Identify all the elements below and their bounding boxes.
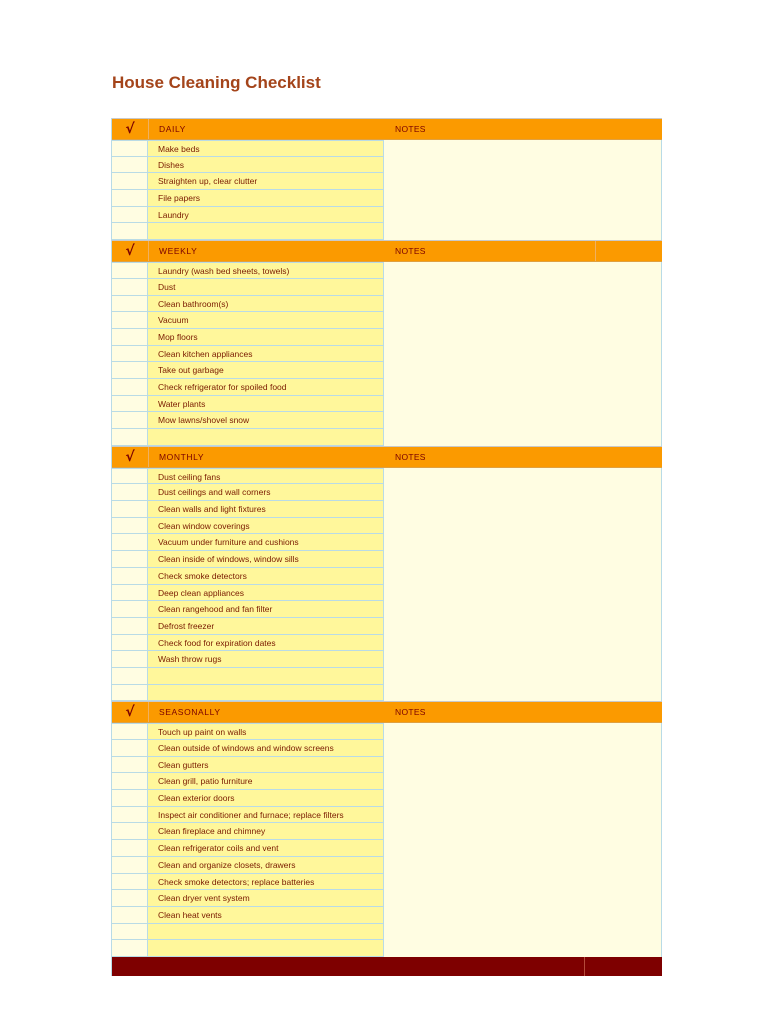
task-cell[interactable]: Wash throw rugs xyxy=(148,651,384,667)
table-row xyxy=(112,890,384,907)
task-cell[interactable]: Clean heat vents xyxy=(148,907,384,923)
table-row xyxy=(112,346,384,363)
task-cell[interactable]: Vacuum xyxy=(148,312,384,328)
notes-area[interactable] xyxy=(384,723,662,957)
table-row xyxy=(112,484,384,501)
notes-area[interactable] xyxy=(384,262,662,446)
table-row xyxy=(112,429,384,446)
section-title: SEASONALLY xyxy=(159,707,221,718)
section-title: WEEKLY xyxy=(159,246,198,257)
task-cell[interactable]: Clean fireplace and chimney xyxy=(148,823,384,839)
section-title: DAILY xyxy=(159,124,186,134)
section-header xyxy=(112,118,662,140)
task-cell[interactable]: File papers xyxy=(148,190,384,206)
table-row xyxy=(112,501,384,518)
checklist-table xyxy=(111,118,662,976)
table-row xyxy=(112,157,384,174)
table-row xyxy=(112,279,384,296)
checkbox-cell[interactable] xyxy=(112,724,148,739)
task-cell[interactable]: Clean dryer vent system xyxy=(148,890,384,906)
table-row xyxy=(112,773,384,790)
table-row xyxy=(112,362,384,379)
task-cell[interactable]: Make beds xyxy=(148,141,384,156)
task-cell[interactable]: Dishes xyxy=(148,157,384,173)
table-row xyxy=(112,173,384,190)
section-header xyxy=(112,701,662,723)
notes-area[interactable] xyxy=(384,140,662,240)
task-cell[interactable]: Dust xyxy=(148,279,384,295)
table-row xyxy=(112,551,384,568)
task-cell[interactable]: Water plants xyxy=(148,396,384,412)
checkbox-cell[interactable] xyxy=(112,807,148,823)
table-row xyxy=(112,685,384,702)
table-row xyxy=(112,618,384,635)
task-cell[interactable]: Clean outside of windows and window screens xyxy=(148,740,384,756)
table-row xyxy=(112,907,384,924)
table-row xyxy=(112,329,384,346)
checkbox-cell[interactable] xyxy=(112,412,148,428)
notes-area[interactable] xyxy=(384,468,662,702)
task-cell[interactable] xyxy=(148,924,384,940)
task-cell[interactable]: Laundry xyxy=(148,207,384,223)
checkbox-cell[interactable] xyxy=(112,635,148,651)
table-row xyxy=(112,396,384,413)
table-row xyxy=(112,924,384,941)
task-cell[interactable]: Mow lawns/shovel snow xyxy=(148,412,384,428)
task-cell[interactable]: Defrost freezer xyxy=(148,618,384,634)
notes-header: NOTES xyxy=(385,241,596,261)
task-cell[interactable]: Dust ceiling fans xyxy=(148,469,384,484)
table-row xyxy=(112,668,384,685)
table-row xyxy=(112,296,384,313)
check-mark-icon: √ xyxy=(112,119,149,139)
table-row xyxy=(112,790,384,807)
section-monthly xyxy=(112,446,662,702)
check-mark-icon: √ xyxy=(112,241,149,261)
checkbox-cell[interactable] xyxy=(112,551,148,567)
table-row xyxy=(112,585,384,602)
checkbox-cell[interactable] xyxy=(112,157,148,173)
table-row xyxy=(112,312,384,329)
task-cell[interactable] xyxy=(148,940,384,956)
notes-header: NOTES xyxy=(395,451,426,462)
table-row xyxy=(112,740,384,757)
checkbox-cell[interactable] xyxy=(112,773,148,789)
section-weekly xyxy=(112,240,662,446)
task-cell[interactable]: Vacuum under furniture and cushions xyxy=(148,534,384,550)
table-row xyxy=(112,379,384,396)
section-header xyxy=(112,446,662,468)
section-seasonally xyxy=(112,701,662,957)
checkbox-cell[interactable] xyxy=(112,279,148,295)
table-row xyxy=(112,840,384,857)
header-empty-cell xyxy=(596,241,662,261)
checkbox-cell[interactable] xyxy=(112,346,148,362)
task-cell[interactable] xyxy=(148,429,384,445)
task-cell[interactable]: Touch up paint on walls xyxy=(148,724,384,739)
checkbox-cell[interactable] xyxy=(112,501,148,517)
checkbox-cell[interactable] xyxy=(112,534,148,550)
checkbox-cell[interactable] xyxy=(112,840,148,856)
checkbox-cell[interactable] xyxy=(112,601,148,617)
checkbox-cell[interactable] xyxy=(112,429,148,445)
checkbox-cell[interactable] xyxy=(112,823,148,839)
task-cell[interactable]: Check food for expiration dates xyxy=(148,635,384,651)
table-row xyxy=(112,823,384,840)
checkbox-cell[interactable] xyxy=(112,940,148,956)
page-title: House Cleaning Checklist xyxy=(112,73,321,92)
checkbox-cell[interactable] xyxy=(112,857,148,873)
table-row xyxy=(112,518,384,535)
table-row xyxy=(112,807,384,824)
notes-header: NOTES xyxy=(395,707,426,718)
table-row xyxy=(112,262,384,279)
table-row xyxy=(112,651,384,668)
section-title: MONTHLY xyxy=(159,451,205,462)
task-cell[interactable]: Check smoke detectors; replace batteries xyxy=(148,874,384,890)
table-row xyxy=(112,568,384,585)
section-daily xyxy=(112,118,662,240)
section-header xyxy=(112,240,662,262)
table-row xyxy=(112,857,384,874)
task-cell[interactable]: Clean gutters xyxy=(148,757,384,773)
checkbox-cell[interactable] xyxy=(112,518,148,534)
table-row xyxy=(112,534,384,551)
task-cell[interactable]: Clean inside of windows, window sills xyxy=(148,551,384,567)
task-cell[interactable]: Deep clean appliances xyxy=(148,585,384,601)
task-cell[interactable] xyxy=(148,223,384,239)
task-cell[interactable]: Check smoke detectors xyxy=(148,568,384,584)
checkbox-cell[interactable] xyxy=(112,379,148,395)
task-cell[interactable] xyxy=(148,685,384,701)
notes-header: NOTES xyxy=(395,124,426,134)
checkbox-cell[interactable] xyxy=(112,469,148,484)
table-row xyxy=(112,468,384,485)
table-row xyxy=(112,223,384,240)
checkbox-cell[interactable] xyxy=(112,263,148,278)
table-row xyxy=(112,601,384,618)
checkbox-cell[interactable] xyxy=(112,585,148,601)
checkbox-cell[interactable] xyxy=(112,874,148,890)
checkbox-cell[interactable] xyxy=(112,740,148,756)
table-row xyxy=(112,940,384,957)
checkbox-cell[interactable] xyxy=(112,296,148,312)
task-cell[interactable]: Clean bathroom(s) xyxy=(148,296,384,312)
task-cell[interactable]: Clean grill, patio furniture xyxy=(148,773,384,789)
checkbox-cell[interactable] xyxy=(112,907,148,923)
checkbox-cell[interactable] xyxy=(112,329,148,345)
task-cell[interactable]: Check refrigerator for spoiled food xyxy=(148,379,384,395)
checkbox-cell[interactable] xyxy=(112,618,148,634)
task-cell[interactable] xyxy=(148,668,384,684)
table-row xyxy=(112,412,384,429)
checkbox-cell[interactable] xyxy=(112,396,148,412)
task-cell[interactable]: Inspect air conditioner and furnace; replace filters xyxy=(148,807,384,823)
table-row xyxy=(112,190,384,207)
checkbox-cell[interactable] xyxy=(112,924,148,940)
checkbox-cell[interactable] xyxy=(112,790,148,806)
checkbox-cell[interactable] xyxy=(112,568,148,584)
task-cell[interactable]: Clean and organize closets, drawers xyxy=(148,857,384,873)
checkbox-cell[interactable] xyxy=(112,207,148,223)
task-cell[interactable]: Dust ceilings and wall corners xyxy=(148,484,384,500)
checkbox-cell[interactable] xyxy=(112,190,148,206)
task-cell[interactable]: Straighten up, clear clutter xyxy=(148,173,384,189)
table-row xyxy=(112,723,384,740)
checkbox-cell[interactable] xyxy=(112,362,148,378)
task-cell[interactable]: Clean refrigerator coils and vent xyxy=(148,840,384,856)
checkbox-cell[interactable] xyxy=(112,312,148,328)
table-row xyxy=(112,207,384,224)
table-row xyxy=(112,757,384,774)
checkbox-cell[interactable] xyxy=(112,668,148,684)
checkbox-cell[interactable] xyxy=(112,173,148,189)
checkbox-cell[interactable] xyxy=(112,141,148,156)
task-cell[interactable]: Clean rangehood and fan filter xyxy=(148,601,384,617)
checkbox-cell[interactable] xyxy=(112,685,148,701)
checkbox-cell[interactable] xyxy=(112,484,148,500)
task-cell[interactable]: Take out garbage xyxy=(148,362,384,378)
task-cell[interactable]: Laundry (wash bed sheets, towels) xyxy=(148,263,384,278)
check-mark-icon: √ xyxy=(112,702,149,722)
checkbox-cell[interactable] xyxy=(112,757,148,773)
checkbox-cell[interactable] xyxy=(112,651,148,667)
task-cell[interactable]: Clean exterior doors xyxy=(148,790,384,806)
table-row xyxy=(112,140,384,157)
task-cell[interactable]: Clean walls and light fixtures xyxy=(148,501,384,517)
checkbox-cell[interactable] xyxy=(112,223,148,239)
table-footer-bar xyxy=(112,957,662,976)
check-mark-icon: √ xyxy=(112,447,149,467)
checkbox-cell[interactable] xyxy=(112,890,148,906)
task-cell[interactable]: Clean window coverings xyxy=(148,518,384,534)
task-cell[interactable]: Mop floors xyxy=(148,329,384,345)
table-row xyxy=(112,635,384,652)
table-row xyxy=(112,874,384,891)
task-cell[interactable]: Clean kitchen appliances xyxy=(148,346,384,362)
